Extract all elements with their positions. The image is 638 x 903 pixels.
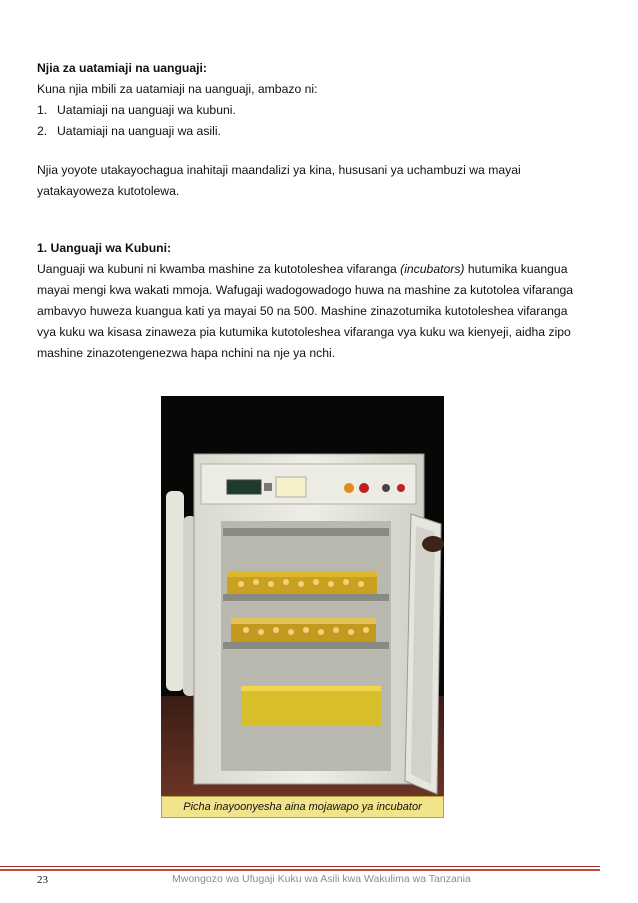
body-paragraph: Uanguaji wa kubuni ni kwamba mashine za kutotoleshea vifaranga (incubators) hutumika kuangua mayai mengi kwa wakati mmoja. Wafugaji wadogowadogo huwa na mashine za kutotolea vifaranga ambavyo huweza kuangua kati ya mayai 50 na 500. Mashine zinazotumika kutotoleshea vifaranga vya kuku wa kisasa zinaweza pia kutumika kutotoleshea vifaranga vya kuku wa kienyeji, aidha zipo mashine zinazotengenezwa hapa nchini na nje ya nchi. xyxy=(37,262,574,360)
section-heading: Njia za uatamiaji na uanguaji: xyxy=(37,61,207,75)
incubator-image xyxy=(161,396,444,796)
list-item: 2. Uatamiaji na uanguaji wa asili. xyxy=(37,124,221,138)
list-item: 1. Uatamiaji na uanguaji wa kubuni. xyxy=(37,103,236,117)
note-paragraph: Njia yoyote utakayochagua inahitaji maandalizi ya kina, hususani ya uchambuzi wa mayai yatakayoweza kutotolewa. xyxy=(37,163,521,198)
footer-rule xyxy=(0,866,600,867)
figure-caption: Picha inayoonyesha aina mojawapo ya incubator xyxy=(161,796,444,818)
subsection-heading: 1. Uanguaji wa Kubuni: xyxy=(37,241,172,255)
incubator-photo xyxy=(161,396,444,796)
intro-text: Kuna njia mbili za uatamiaji na uanguaji, ambazo ni: xyxy=(37,82,318,96)
section-artificial-hatching xyxy=(37,238,602,364)
page-number: 23 xyxy=(37,874,48,886)
section-intro xyxy=(37,58,602,202)
footer-title: Mwongozo wa Ufugaji Kuku wa Asili kwa Wakulima wa Tanzania xyxy=(172,873,471,885)
methods-list xyxy=(37,100,602,142)
footer-rule-accent xyxy=(0,869,600,871)
